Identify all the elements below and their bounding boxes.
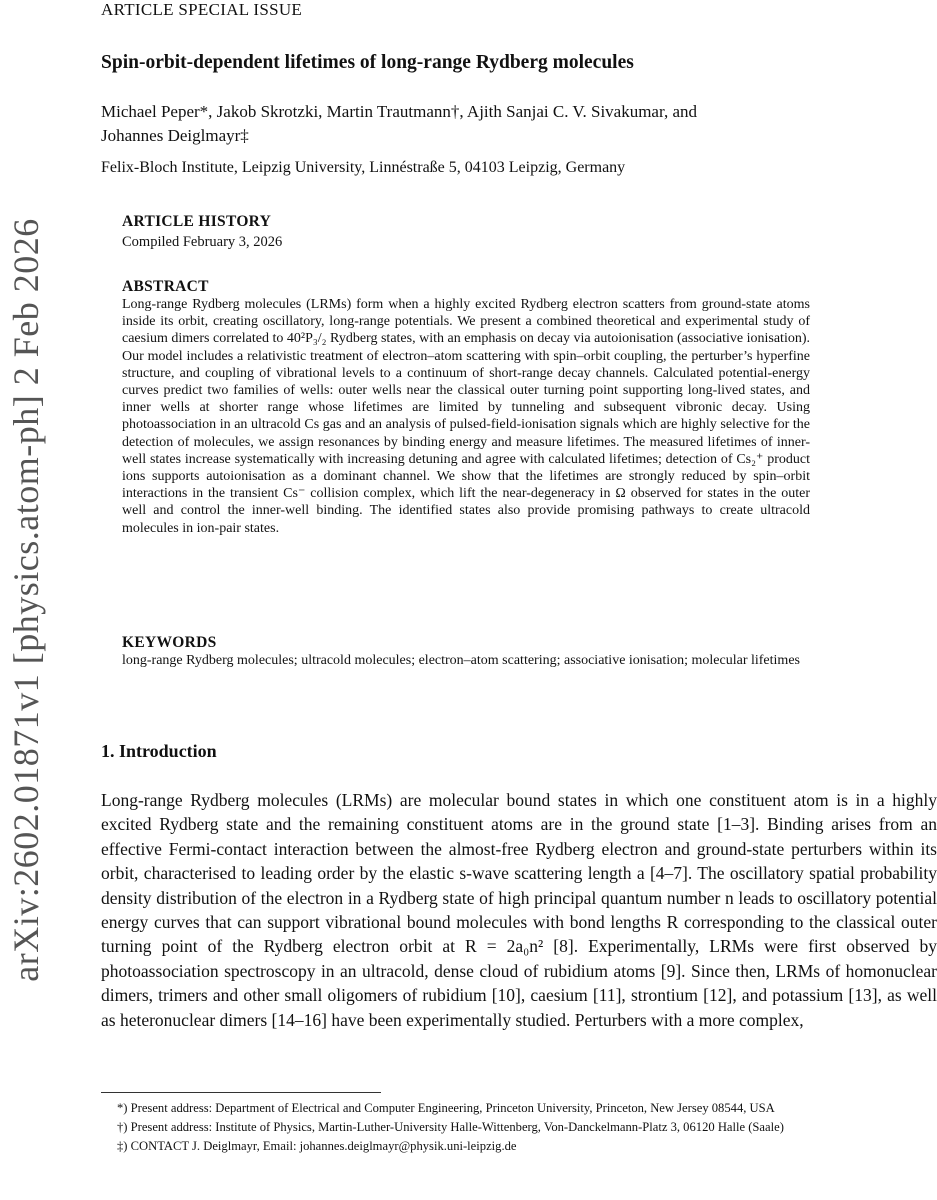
arxiv-stamp — [2, 0, 52, 1200]
footnotes — [101, 1100, 937, 1157]
keywords-text: long-range Rydberg molecules; ultracold molecules; electron–atom scattering; associative ionisation; molecular lifetimes — [122, 653, 800, 668]
footnote-3: ‡) CONTACT J. Deiglmayr, Email: johannes.deiglmayr@physik.uni-leipzig.de — [117, 1139, 517, 1153]
section-heading-introduction: 1. Introduction — [101, 741, 217, 761]
arxiv-stamp-text: arXiv:2602.01871v1 [physics.atom-ph] 2 Feb 2026 — [6, 218, 46, 982]
keywords-heading: KEYWORDS — [122, 634, 217, 651]
author-list — [101, 100, 901, 148]
footnote-1: *) Present address: Department of Electrical and Computer Engineering, Princeton University, Princeton, New Jersey 08544, USA — [117, 1101, 775, 1115]
compiled-date: Compiled February 3, 2026 — [122, 234, 283, 250]
affiliation: Felix-Bloch Institute, Leipzig University, Linnéstraße 5, 04103 Leipzig, Germany — [101, 159, 626, 176]
author-line-2: Johannes Deiglmayr‡ — [101, 126, 249, 145]
footnote-rule — [101, 1092, 381, 1093]
footnote-2: †) Present address: Institute of Physics, Martin-Luther-University Halle-Wittenberg, Von-Danckelmann-Platz 3, 06120 Halle (Saale) — [117, 1120, 784, 1134]
abstract-text: Long-range Rydberg molecules (LRMs) form when a highly excited Rydberg electron scatters from ground-state atoms inside its orbit, creating oscillatory, long-range potentials. We present a combined theoretical and experimental study of caesium dimers correlated to 40²P₃/₂ Rydberg states, with an emphasis on decay via autoionisation (associative ionisation). Our model includes a relativistic treatment of electron–atom scattering with spin–orbit coupling, the perturber’s hyperfine structure, and coupling of vibrational levels to a continuum of short-range decay channels. Calculated potential-energy curves predict two families of wells: outer wells near the classical outer turning point supporting long-lived states, and inner wells at shorter range whose lifetimes are limited by tunneling and subsequent vibronic decay. Using photoassociation in an ultracold Cs gas and an analysis of pulsed-field-ionisation signals which are highly selective for the detection of molecules, we assign resonances by binding energy and measure lifetimes. The measured lifetimes of inner-well states increase systematically with increasing detuning and agree with calculated lifetimes; detection of Cs₂⁺ product ions supports autoionisation as a dominant channel. We show that the lifetimes are strongly reduced by spin–orbit interactions in the transient Cs⁻ collision complex, which lift the near-degeneracy in Ω observed for states in the outer well and control the inner-well binding. The identified states also provide promising pathways to create ultracold molecules in ion-pair states. — [122, 297, 810, 536]
author-line-1: Michael Peper*, Jakob Skrotzki, Martin Trautmann†, Ajith Sanjai C. V. Sivakumar, and — [101, 102, 698, 121]
keywords — [122, 634, 810, 669]
article-history-heading: ARTICLE HISTORY — [122, 213, 272, 230]
paper-title: Spin-orbit-dependent lifetimes of long-range Rydberg molecules — [101, 52, 634, 73]
abstract — [122, 278, 810, 537]
journal-header: ARTICLE SPECIAL ISSUE — [101, 0, 303, 19]
article-history — [122, 213, 810, 251]
abstract-heading: ABSTRACT — [122, 278, 209, 295]
introduction-text: Long-range Rydberg molecules (LRMs) are molecular bound states in which one constituent atom is in a highly excited Rydberg state and the remaining constituent atoms are in the ground state [1–3]. Binding arises from an effective Fermi-contact interaction between the almost-free Rydberg electron and ground-state perturbers within its orbit, characterised to leading order by the elastic s-wave scattering length a [4–7]. The oscillatory spatial probability density distribution of the electron in a Rydberg state of high principal quantum number n leads to oscillatory potential energy curves that can support vibrational bound molecules with bond lengths R corresponding to the classical outer turning point of the Rydberg electron orbit at R = 2a₀n² [8]. Experimentally, LRMs were first observed by photoassociation spectroscopy in an ultracold, dense cloud of rubidium atoms [9]. Since then, LRMs of homonuclear dimers, trimers and other small oligomers of rubidium [10], caesium [11], strontium [12], and potassium [13], as well as heteronuclear dimers [14–16] have been experimentally studied. Perturbers with a more complex, — [101, 790, 937, 1030]
